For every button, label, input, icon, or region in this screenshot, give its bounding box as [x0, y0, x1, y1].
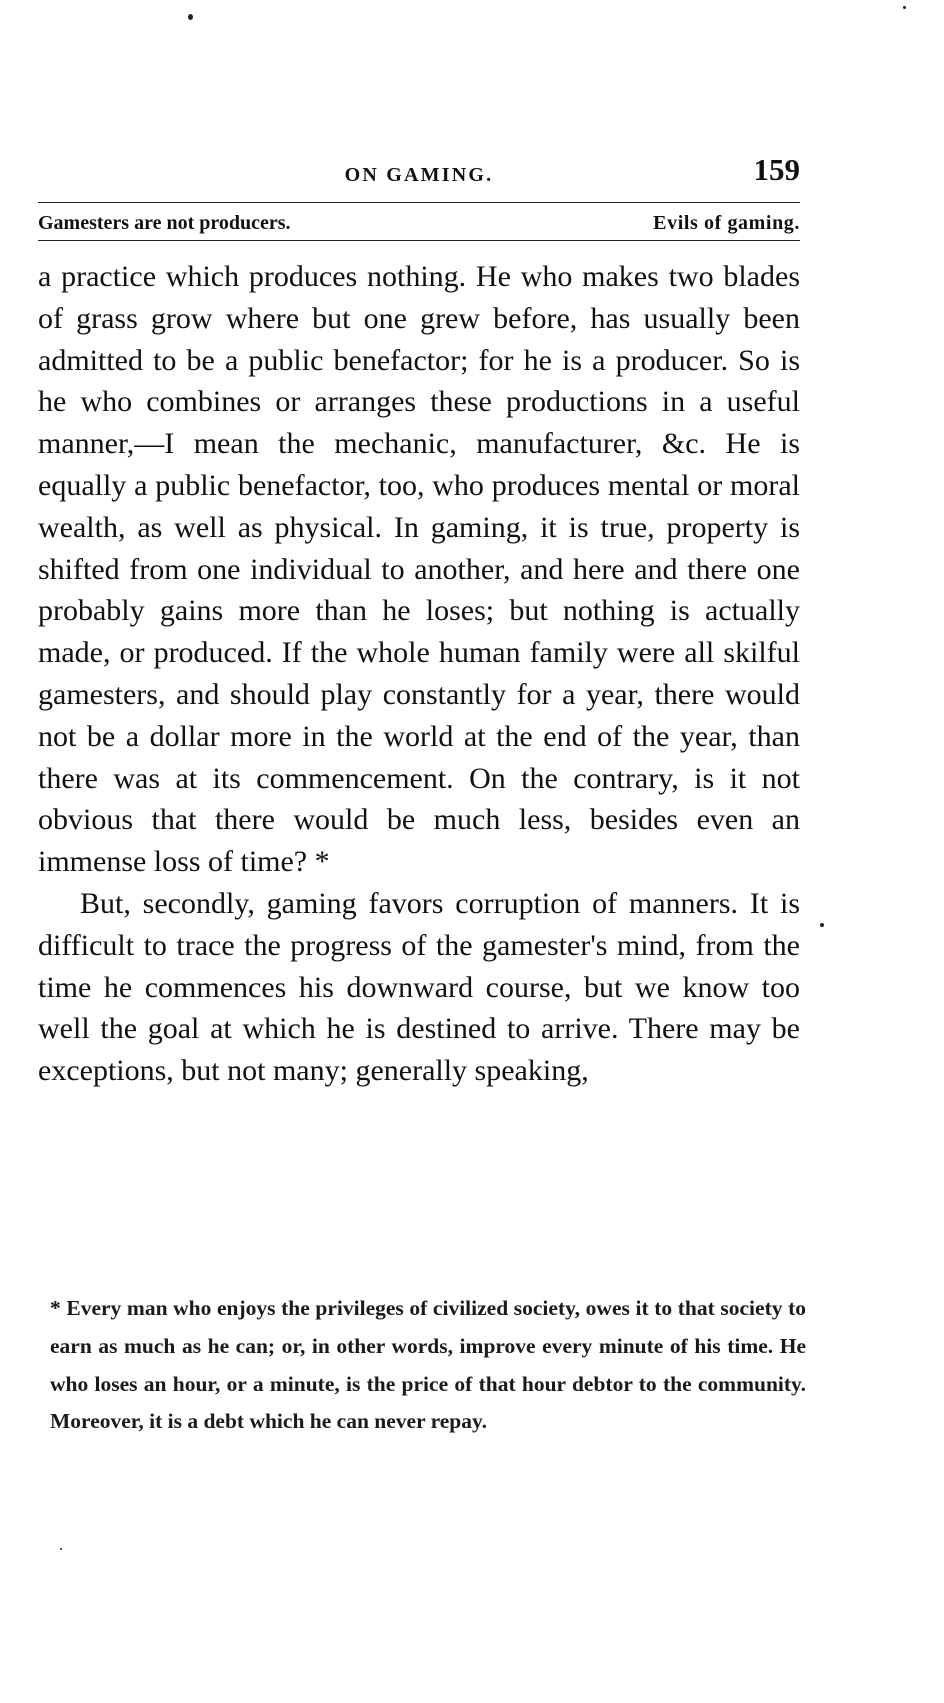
page-number: 159: [753, 152, 800, 187]
main-text: [38, 256, 800, 1092]
side-headings: [38, 208, 800, 238]
left-side-heading: Gamesters are not producers.: [38, 212, 291, 234]
footnote: [50, 1290, 806, 1441]
paragraph-1: a practice which produces nothing. He who makes two blades of grass grow where but one grew before, has usually been admitted to be a public benefactor; for he is a producer. So is he who combines or arranges these productions in a useful manner,—I mean the mechanic, manufacturer, &c. He is equally a public benefactor, too, who produces mental or moral wealth, as well as physical. In gaming, it is true, property is shifted from one individual to another, and here and there one probably gains more than he loses; but nothing is actually made, or produced. If the whole human family were all skilful gamesters, and should play constantly for a year, there would not be a dollar more in the world at the end of the year, than there was at its commencement. On the contrary, is it not obvious that there would be much less, besides even an immense loss of time? *: [38, 260, 800, 879]
footnote-text: * Every man who enjoys the privileges of civilized society, owes it to that society to earn as much as he can; or, in other words, improve every minute of his time. He who loses an hour, or a minute, is the price of that hour debtor to the community. Moreover, it is a debt which he can never repay.: [50, 1296, 806, 1434]
running-head: [38, 150, 800, 196]
header-rule-bottom: [38, 240, 800, 241]
paragraph-2: But, secondly, gaming favors corruption of manners. It is difficult to trace the progress of the gamester's mind, from the time he commences his downward course, but we know too well the goal at which he is destined to arrive. There may be exceptions, but not many; generally speaking,: [38, 886, 800, 1088]
running-title: ON GAMING.: [344, 164, 494, 186]
header-rule-top: [38, 202, 800, 203]
right-side-heading: Evils of gaming.: [653, 212, 800, 234]
